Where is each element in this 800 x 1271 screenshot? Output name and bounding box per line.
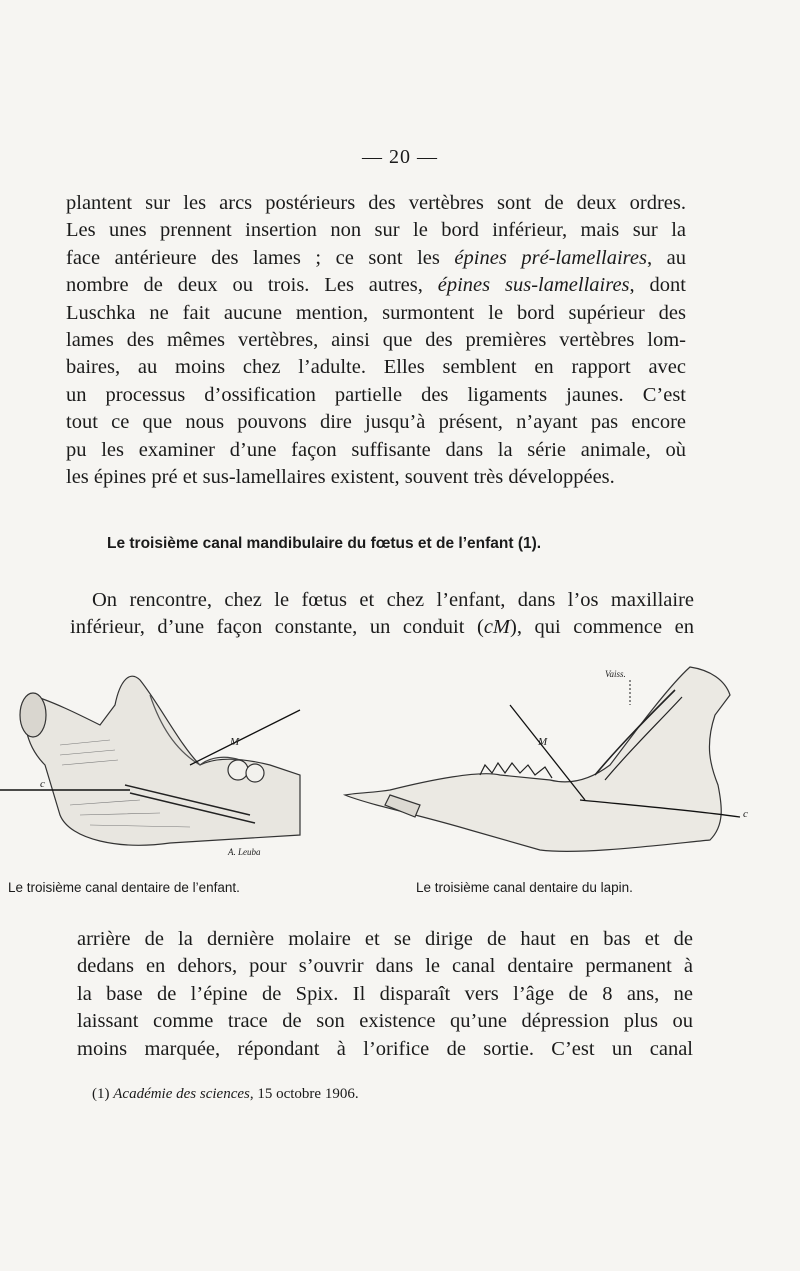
- text-line: dedans en dehors, pour s’ouvrir dans le canal dentaire permanent à: [77, 955, 693, 978]
- paragraph-1: [66, 190, 686, 491]
- text-line: la base de l’épine de Spix. Il disparaît vers l’âge de 8 ans, ne: [77, 982, 693, 1005]
- figure-label-m: M: [230, 736, 240, 748]
- footnote: (1) Académie des sciences, 15 octobre 1906.: [92, 1086, 359, 1102]
- italic-term: cM: [483, 616, 511, 639]
- figure-rabbit-mandible: [330, 655, 770, 870]
- page-number: — 20 —: [362, 146, 438, 168]
- figure-child-mandible: [0, 665, 320, 870]
- text-line: nombre de deux ou trois. Les autres, épines sus-lamellaires, dont: [66, 274, 687, 297]
- artist-signature: A. Leuba: [228, 847, 261, 857]
- text-line: moins marquée, répondant à l’orifice de sortie. C’est un canal: [77, 1037, 693, 1060]
- text-line: On rencontre, chez le fœtus et chez l’enfant, dans l’os maxillaire: [92, 589, 694, 611]
- text-line: pu les examiner d’une façon suffisante dans la série animale, où: [66, 438, 686, 461]
- text-line: arrière de la dernière molaire et se dirige de haut en bas et de: [77, 928, 693, 950]
- text-line: tout ce que nous pouvons dire jusqu’à présent, n’ayant pas encore: [66, 411, 686, 434]
- section-title: Le troisième canal mandibulaire du fœtus et de l’enfant (1).: [107, 535, 542, 552]
- text-line: inférieur, d’une façon constante, un conduit (cM), qui commence en: [70, 616, 694, 639]
- text-line: les épines pré et sus-lamellaires existent, souvent très développées.: [66, 466, 615, 489]
- paragraph-2: [70, 587, 694, 642]
- footnote-source: Académie des sciences: [113, 1086, 250, 1102]
- figure-label-m: M: [538, 736, 548, 748]
- italic-term: épines sus-lamellaires: [437, 274, 630, 297]
- text-line: Luschka ne fait aucune mention, surmontent le bord supérieur des: [66, 301, 686, 324]
- figure-caption-left: Le troisième canal dentaire de l’enfant.: [8, 880, 240, 895]
- text-line: plantent sur les arcs postérieurs des vertèbres sont de deux ordres.: [66, 192, 686, 214]
- figure-caption-right: Le troisième canal dentaire du lapin.: [416, 880, 633, 895]
- figure-label-vaiss: Vaiss.: [605, 669, 626, 679]
- text-line: un processus d’ossification partielle des ligaments jaunes. C’est: [66, 383, 686, 406]
- paragraph-3: [77, 926, 693, 1063]
- text-line: face antérieure des lames ; ce sont les épines pré-lamellaires, au: [66, 246, 687, 269]
- text-line: Les unes prennent insertion non sur le bord inférieur, mais sur la: [66, 219, 686, 242]
- figure-label-c: c: [743, 808, 748, 820]
- text-line: lames des mêmes vertèbres, ainsi que des premières vertèbres lom-: [66, 329, 686, 352]
- text-line: laissant comme trace de son existence qu’une dépression plus ou: [77, 1010, 693, 1033]
- italic-term: épines pré-lamellaires: [454, 246, 647, 269]
- text-line: baires, au moins chez l’adulte. Elles semblent en rapport avec: [66, 356, 686, 379]
- figure-label-c: c: [40, 778, 45, 790]
